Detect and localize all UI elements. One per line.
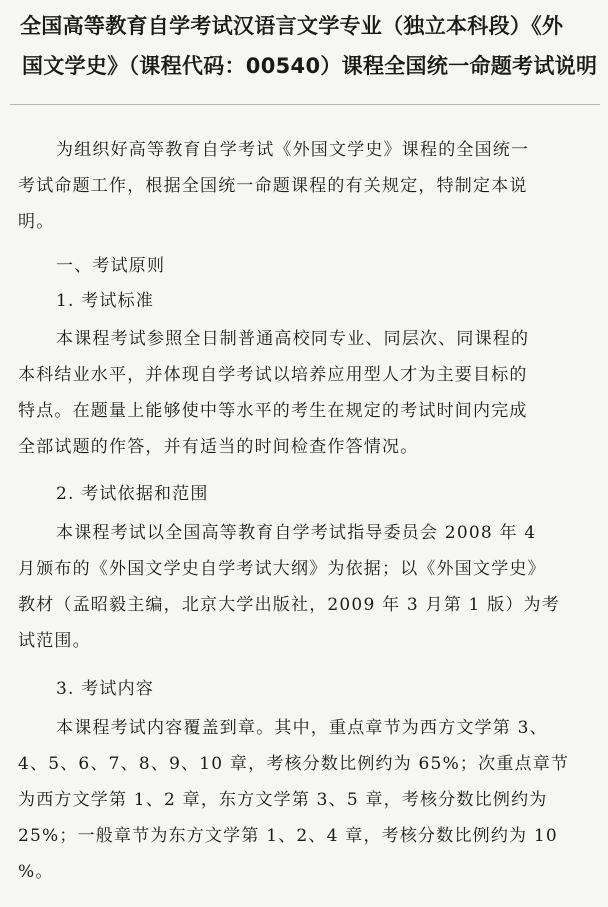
paragraph-line: 为西方文学第 1、2 章，东方文学第 3、5 章，考核分数比例约为 [18,790,548,810]
paragraph-line: 4、5、6、7、8、9、10 章，考核分数比例约为 65%；次重点章节 [18,754,570,774]
paragraph-line: 全部试题的作答，并有适当的时间检查作答情况。 [18,437,419,457]
paragraph-line: 教材（孟昭毅主编，北京大学出版社，2009 年 3 月第 1 版）为考 [18,595,560,615]
intro-paragraph-line: 考试命题工作，根据全国统一命题课程的有关规定，特制定本说 [18,176,528,196]
paragraph-line: 本课程考试以全国高等教育自学考试指导委员会 2008 年 4 [56,523,537,543]
document-title-line-1: 全国高等教育自学考试汉语言文学专业（独立本科段）《外 [20,14,564,38]
paragraph-line: 特点。在题量上能够使中等水平的考生在规定的考试时间内完成 [18,401,528,421]
subsection-heading: 1. 考试标准 [56,291,155,311]
title-divider [10,104,600,105]
paragraph-line: 本科结业水平，并体现自学考试以培养应用型人才为主要目标的 [18,365,528,385]
paragraph-line: %。 [18,862,54,882]
paragraph-line: 试范围。 [18,631,91,651]
subsection-heading: 3. 考试内容 [56,679,155,699]
intro-paragraph-line: 为组织好高等教育自学考试《外国文学史》课程的全国统一 [56,140,530,160]
paragraph-line: 月颁布的《外国文学史自学考试大纲》为依据；以《外国文学史》 [18,559,546,579]
paragraph-line: 25%；一般章节为东方文学第 1、2、4 章，考核分数比例约为 10 [18,826,558,846]
document-title-line-2: 国文学史》（课程代码：00540）课程全国统一命题考试说明 [22,54,598,78]
section-heading: 一、考试原则 [56,256,166,276]
paragraph-line: 本课程考试参照全日制普通高校同专业、同层次、同课程的 [56,329,530,349]
subsection-heading: 2. 考试依据和范围 [56,484,209,504]
intro-paragraph-line: 明。 [18,212,55,232]
paragraph-line: 本课程考试内容覆盖到章。其中，重点章节为西方文学第 3、 [56,718,548,738]
